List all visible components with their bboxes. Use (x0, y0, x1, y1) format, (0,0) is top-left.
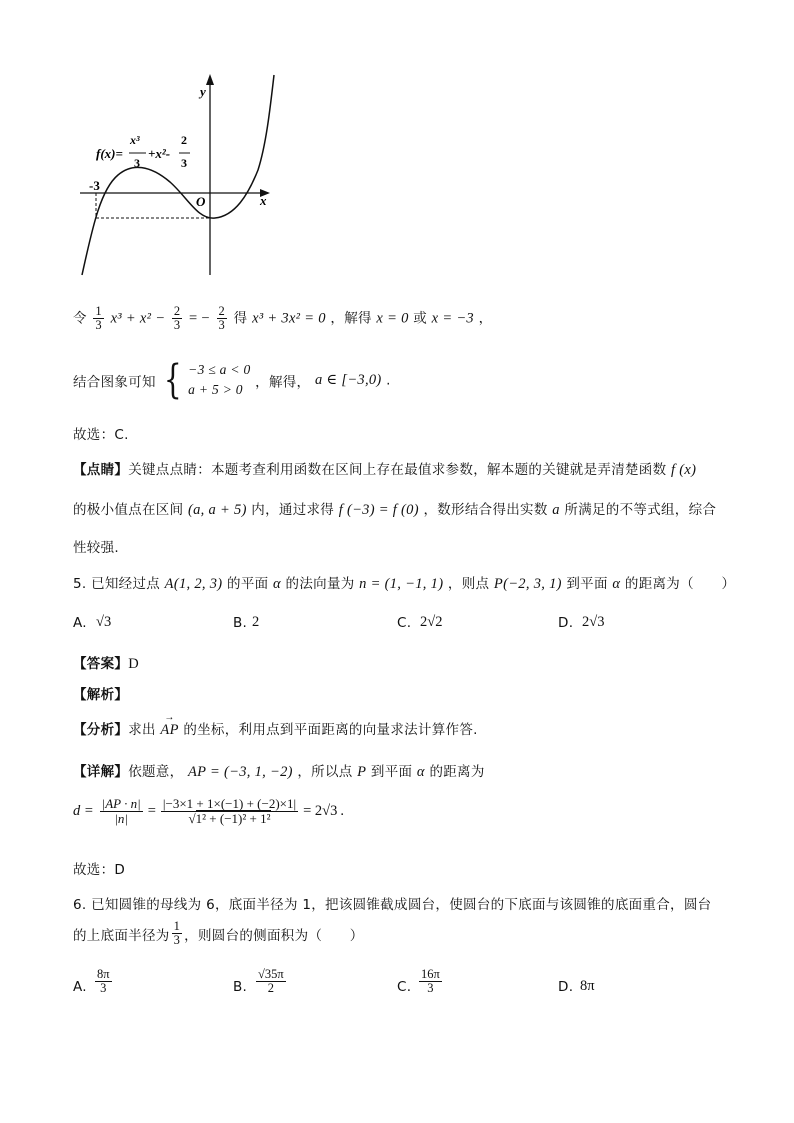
comma: ， (478, 310, 493, 327)
q6-frac-one-third (172, 920, 183, 947)
comment-text-2d: 所满足的不等式组，综合 (564, 502, 717, 518)
point-p: P(−2, 3, 1) (493, 576, 562, 592)
ap-coordinates: AP = (−3, 1, −2) (188, 764, 293, 780)
q6-stem-2b: ，则圆台的侧面积为（ ） (184, 927, 364, 944)
d-den-2: 1² + (−1)² + 1² (195, 810, 271, 826)
d-num-2: |−3×1 + 1×(−1) + (−2)×1| (162, 796, 297, 811)
fenxi-tag: 【分析】 (73, 722, 129, 738)
normal-vector: n = (1, −1, 1) (359, 576, 444, 592)
equals-sign: = (147, 802, 156, 819)
plane-alpha-2: α (612, 576, 621, 592)
q5-analysis-tag: 【解析】 (73, 687, 129, 703)
q5-answer-line (73, 652, 139, 673)
func-const-den: 3 (181, 156, 187, 170)
inequality-two: a + 5 > 0 (188, 382, 243, 398)
frac-two-third-a (172, 305, 183, 332)
question-6-stem-1: 6. 已知圆锥的母线为 6，底面半径为 1，把该圆锥截成圆台，使圆台的下底面与该圆锥的底面重合，圆台 (73, 897, 712, 913)
or-text: 或 (413, 310, 428, 327)
q6-option-c-label[interactable]: C. (397, 979, 412, 995)
system-lines (188, 360, 250, 401)
q5-option-c-label[interactable]: C. (397, 615, 412, 631)
choice-c-line: 故选：C. (73, 427, 129, 443)
d-result: = 2√3 (303, 802, 338, 819)
frac-num: 1 (95, 304, 102, 318)
q5-stem-1: 5. 已知经过点 (73, 576, 161, 592)
q6-option-c-value[interactable] (419, 968, 442, 995)
q5-xiangjie-line (73, 760, 485, 781)
period: . (386, 372, 391, 389)
comment-line-3: 性较强. (73, 540, 119, 556)
label-x: x (260, 193, 267, 208)
frac-den: 3 (173, 933, 181, 948)
lhs-tail: x³ + x² − (110, 310, 166, 327)
frac-num: 2 (173, 304, 181, 318)
label-y: y (200, 84, 206, 99)
equals-neg: = − (189, 310, 210, 327)
d-den: |n| (114, 810, 129, 826)
label-neg3: -3 (89, 178, 100, 193)
d-num: |AP · n| (101, 796, 141, 811)
left-brace-icon: { (164, 357, 183, 404)
jiede-text: ，解得， (255, 374, 311, 391)
cubic-curve (82, 75, 274, 275)
frac-num: 1 (173, 919, 181, 933)
question-5-stem (73, 572, 735, 593)
label-origin: O (196, 194, 206, 209)
point-p-label: P (357, 764, 367, 780)
f-equality: f (−3) = f (0) (338, 502, 419, 518)
point-a: A(1, 2, 3) (164, 576, 223, 592)
plane-alpha: α (273, 576, 281, 592)
comment-text-2a: 的极小值点在区间 (73, 502, 184, 518)
xiangjie-text-b: ，所以点 (297, 764, 353, 780)
q5-option-d-label[interactable]: D. (558, 615, 574, 631)
comment-line-2 (73, 498, 716, 519)
frac-num: 8π (97, 967, 110, 981)
q6-option-d-value[interactable]: 8π (580, 978, 595, 994)
jiehe-text: 结合图象可知 (73, 374, 156, 391)
q5-stem-2: 的平面 (227, 576, 269, 592)
q5-option-d-value[interactable]: 2√3 (582, 614, 605, 630)
frac-den: 2 (267, 981, 274, 996)
q5-fenxi-line (73, 718, 478, 739)
d-frac-1 (100, 797, 143, 825)
sqrt-icon: √ (188, 810, 196, 826)
comment-text-2c: ，数形结合得出实数 (423, 502, 548, 518)
frac-den: 3 (173, 318, 181, 333)
d-den-2-wrap (187, 812, 273, 826)
frac-den: 3 (95, 318, 102, 333)
comment-text-2b: 内，通过求得 (251, 502, 335, 518)
period-dot: . (340, 802, 344, 819)
d-frac-2 (161, 797, 298, 825)
comment-line-1 (73, 458, 696, 479)
range-result: a ∈ [−3,0) (314, 371, 382, 388)
frac-two-third-b (217, 305, 228, 332)
function-f-x: f (x) (671, 462, 697, 478)
question-6-stem-2 (73, 920, 364, 947)
frac-den: 3 (427, 981, 434, 996)
frac-num: 16π (421, 967, 440, 981)
frac-num: √35π (258, 967, 284, 981)
solve-equation-line (73, 305, 492, 332)
q5-option-c-value[interactable]: 2√2 (420, 614, 443, 630)
q5-option-a-label[interactable]: A. (73, 615, 87, 631)
inequality-system-line (73, 357, 391, 404)
func-const-num: 2 (181, 133, 187, 147)
q5-option-a-value[interactable]: √3 (96, 614, 112, 630)
distance-formula (73, 797, 344, 825)
d-lhs: d = (73, 802, 94, 819)
answer-value: D (128, 656, 139, 672)
func-frac-den: 3 (134, 156, 140, 170)
comment-text-1: 关键点点睛：本题考查利用函数在区间上存在最值求参数，解本题的关键就是弄清楚函数 (128, 462, 667, 478)
frac-one-third (93, 305, 104, 332)
de-text: 得 (233, 310, 248, 327)
solution-two: x = −3 (431, 310, 474, 327)
cubic-function-graph (70, 70, 285, 282)
func-mid-term: +x²- (148, 146, 171, 161)
q6-option-b-value[interactable] (256, 968, 286, 995)
alpha-symbol: a (552, 502, 560, 518)
q5-stem-4: ，则点 (447, 576, 490, 592)
func-frac-num: x³ (130, 133, 140, 147)
solution-one: x = 0 (376, 310, 409, 327)
jiede-text: ，解得 (330, 310, 372, 327)
fenxi-text-a: 求出 (128, 722, 156, 738)
plane-alpha-3: α (416, 764, 425, 780)
interval: (a, a + 5) (188, 502, 247, 518)
xiangjie-text-c: 到平面 (370, 764, 413, 780)
q6-option-a-label[interactable]: A. (73, 979, 87, 995)
frac-num: 2 (218, 304, 226, 318)
func-label: f(x)= (96, 146, 123, 161)
q6-option-a-value[interactable] (95, 968, 112, 995)
fenxi-text-b: 的坐标，利用点到平面距离的向量求法计算作答. (183, 722, 478, 738)
q5-option-b-label[interactable]: B. (233, 615, 248, 631)
answer-tag: 【答案】 (73, 656, 129, 672)
inequality-one: −3 ≤ a < 0 (188, 362, 251, 377)
q5-stem-6: 的距离为（ ） (624, 576, 736, 592)
inequality-system (160, 357, 251, 404)
xiangjie-text-a: 依题意， (128, 764, 184, 780)
reduced-equation: x³ + 3x² = 0 (252, 310, 326, 327)
dianjing-tag: 【点睛】 (73, 462, 129, 478)
q5-stem-5: 到平面 (566, 576, 608, 592)
q5-option-b-value[interactable]: 2 (252, 614, 260, 630)
xiangjie-tag: 【详解】 (73, 764, 129, 780)
vector-ap: → AP (160, 722, 178, 739)
q6-option-b-label[interactable]: B. (233, 979, 248, 995)
xiangjie-text-d: 的距离为 (429, 764, 485, 780)
frac-den: 3 (218, 318, 226, 333)
y-axis-arrow-icon (206, 74, 214, 85)
q6-option-d-label[interactable]: D. (558, 979, 574, 995)
q6-stem-2a: 的上底面半径为 (73, 927, 170, 944)
ling-text: 令 (73, 310, 87, 327)
q5-stem-3: 的法向量为 (285, 576, 355, 592)
frac-den: 3 (100, 981, 107, 996)
choice-d-line: 故选：D (73, 862, 126, 878)
